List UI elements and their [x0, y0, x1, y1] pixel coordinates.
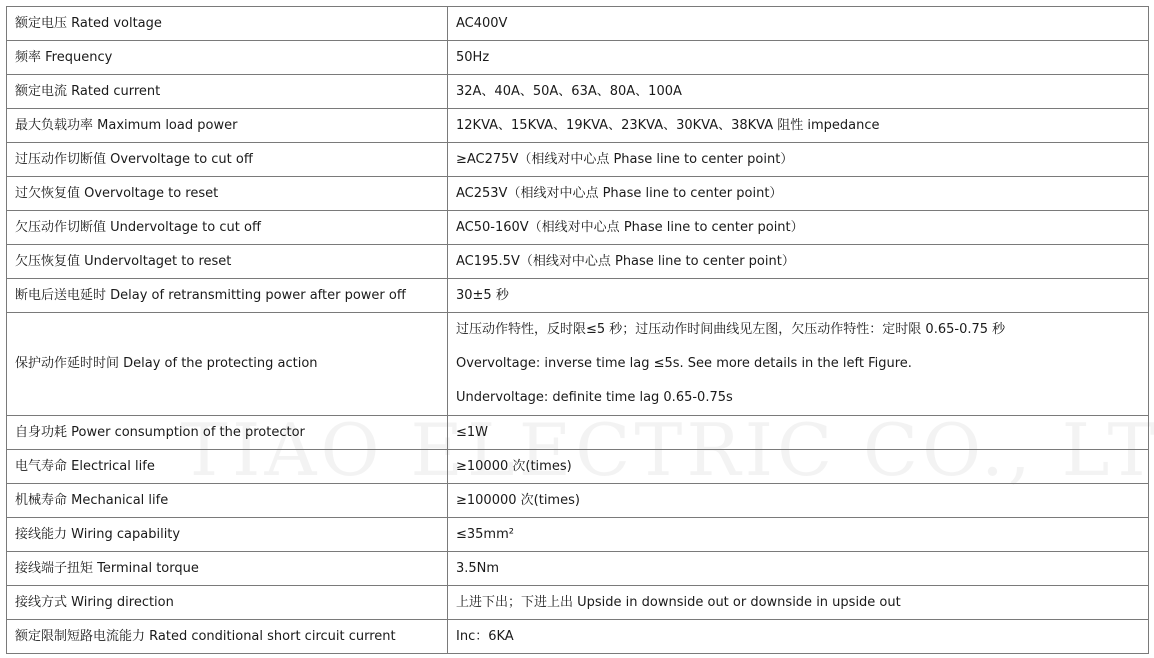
spec-value-multiline [448, 313, 1149, 416]
spec-value: 上进下出；下进上出 Upside in downside out or downside in upside out [448, 586, 1149, 620]
spec-row-overvoltage-reset [7, 177, 1149, 211]
spec-value: ≥10000 次(times) [448, 450, 1149, 484]
spec-value-line: Undervoltage: definite time lag 0.65-0.75s [456, 390, 733, 405]
spec-row-wiring-direction [7, 586, 1149, 620]
spec-label: 接线能力 Wiring capability [7, 518, 448, 552]
spec-row-terminal-torque [7, 552, 1149, 586]
spec-value: AC253V（相线对中心点 Phase line to center point） [448, 177, 1149, 211]
spec-label: 最大负载功率 Maximum load power [7, 109, 448, 143]
spec-value: ≥100000 次(times) [448, 484, 1149, 518]
spec-label: 自身功耗 Power consumption of the protector [7, 416, 448, 450]
spec-row-protecting-delay [7, 313, 1149, 416]
spec-label: 额定限制短路电流能力 Rated conditional short circuit current [7, 620, 448, 654]
spec-value: 32A、40A、50A、63A、80A、100A [448, 75, 1149, 109]
spec-value: 12KVA、15KVA、19KVA、23KVA、30KVA、38KVA 阻性 impedance [448, 109, 1149, 143]
spec-label: 电气寿命 Electrical life [7, 450, 448, 484]
spec-label: 保护动作延时时间 Delay of the protecting action [7, 313, 448, 416]
spec-label: 过压动作切断值 Overvoltage to cut off [7, 143, 448, 177]
spec-row-rated-current [7, 75, 1149, 109]
spec-label: 过欠恢复值 Overvoltage to reset [7, 177, 448, 211]
spec-row-undervoltage-cut-off [7, 211, 1149, 245]
spec-row-undervoltage-reset [7, 245, 1149, 279]
spec-value: AC195.5V（相线对中心点 Phase line to center point） [448, 245, 1149, 279]
spec-label: 机械寿命 Mechanical life [7, 484, 448, 518]
specification-table [6, 6, 1149, 654]
spec-value: ≤1W [448, 416, 1149, 450]
spec-row-overvoltage-cut-off [7, 143, 1149, 177]
spec-row-power-consumption [7, 416, 1149, 450]
spec-row-electrical-life [7, 450, 1149, 484]
spec-label: 频率 Frequency [7, 41, 448, 75]
spec-label: 额定电流 Rated current [7, 75, 448, 109]
spec-row-delay-retransmitting [7, 279, 1149, 313]
spec-row-max-load-power [7, 109, 1149, 143]
spec-row-mechanical-life [7, 484, 1149, 518]
spec-label: 额定电压 Rated voltage [7, 7, 448, 41]
spec-label: 接线方式 Wiring direction [7, 586, 448, 620]
spec-value: 50Hz [448, 41, 1149, 75]
spec-value: ≤35mm² [448, 518, 1149, 552]
spec-value: ≥AC275V（相线对中心点 Phase line to center point） [448, 143, 1149, 177]
spec-value: Inc：6KA [448, 620, 1149, 654]
spec-value-line: Overvoltage: inverse time lag ≤5s. See more details in the left Figure. [456, 356, 912, 371]
spec-row-short-circuit-current [7, 620, 1149, 654]
spec-value: 30±5 秒 [448, 279, 1149, 313]
spec-value: AC50-160V（相线对中心点 Phase line to center point） [448, 211, 1149, 245]
spec-row-rated-voltage [7, 7, 1149, 41]
spec-row-frequency [7, 41, 1149, 75]
spec-row-wiring-capability [7, 518, 1149, 552]
spec-value: 3.5Nm [448, 552, 1149, 586]
spec-label: 欠压动作切断值 Undervoltage to cut off [7, 211, 448, 245]
spec-label: 欠压恢复值 Undervoltaget to reset [7, 245, 448, 279]
spec-label: 断电后送电延时 Delay of retransmitting power after power off [7, 279, 448, 313]
spec-value-line: 过压动作特性，反时限≤5 秒；过压动作时间曲线见左图，欠压动作特性：定时限 0.65-0.75 秒 [456, 322, 1006, 337]
spec-value: AC400V [448, 7, 1149, 41]
spec-label: 接线端子扭矩 Terminal torque [7, 552, 448, 586]
